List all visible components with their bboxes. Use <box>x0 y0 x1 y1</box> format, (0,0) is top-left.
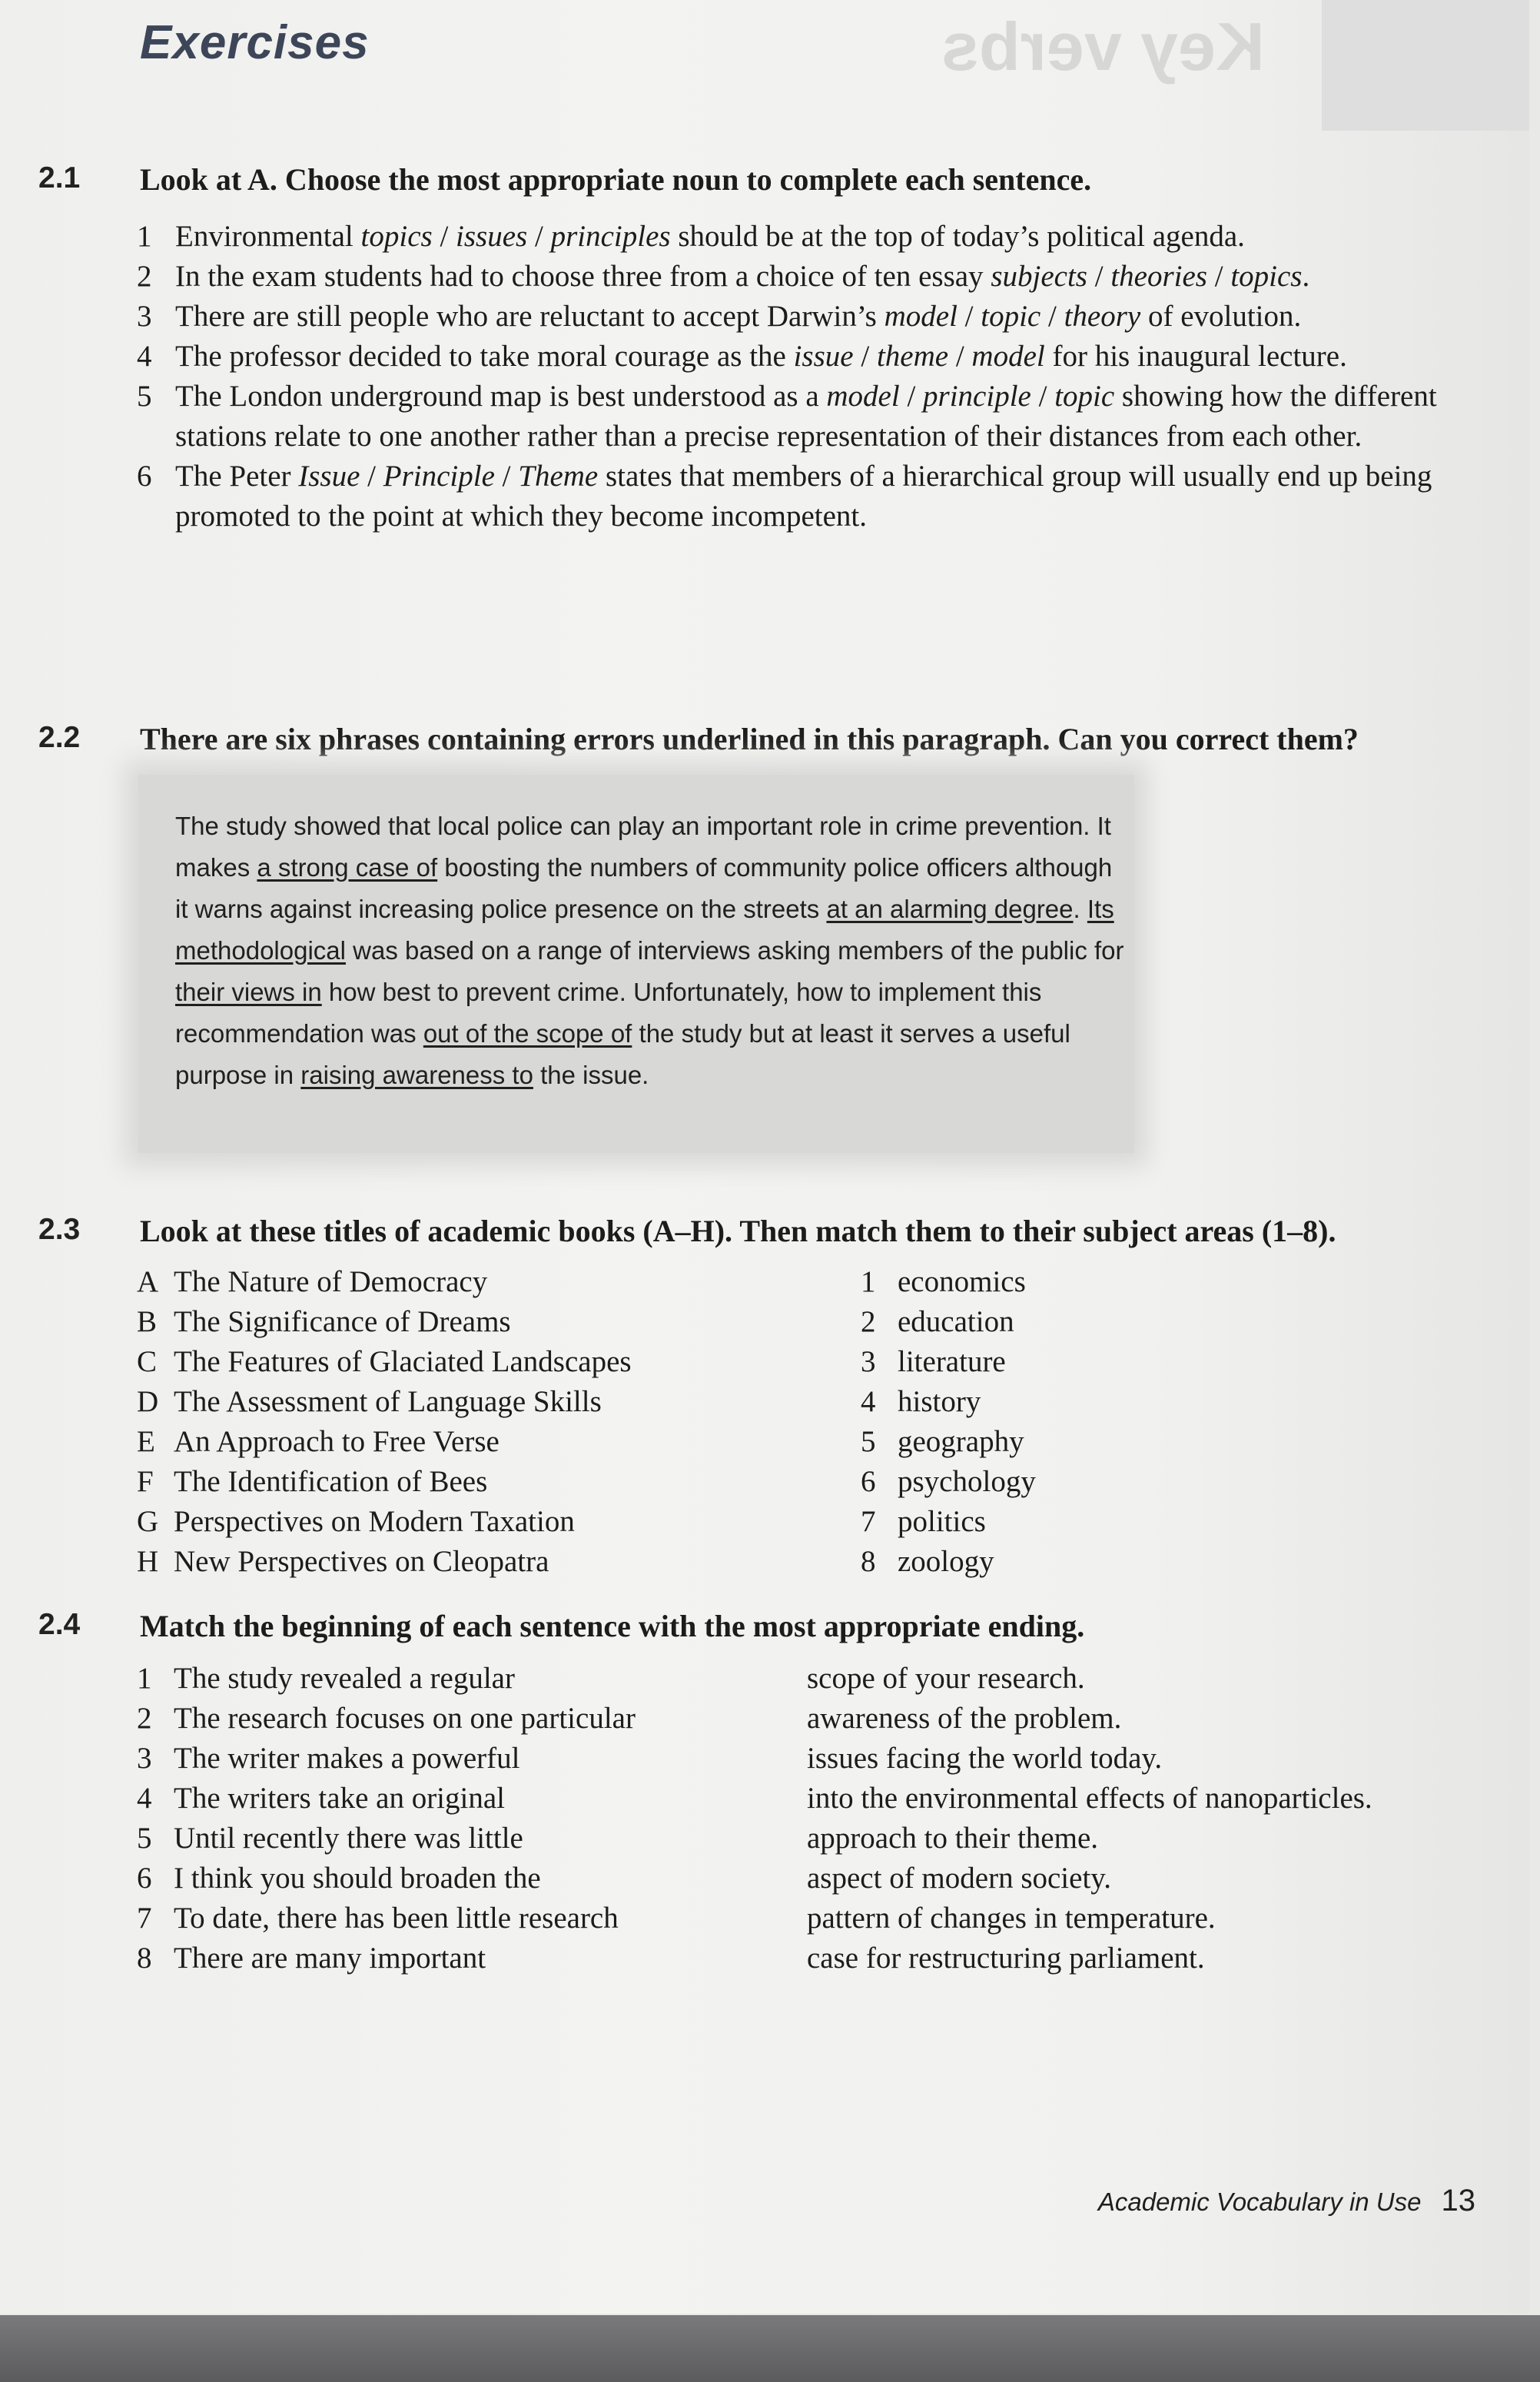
sentence-text: Environmental topics / issues / principles should be at the top of today’s political agenda. <box>175 220 1245 253</box>
book-title-item <box>137 1422 632 1462</box>
item-key: 6 <box>137 1862 152 1895</box>
sentence-item <box>137 377 1512 457</box>
ending-item: aspect of modern society. <box>807 1862 1111 1895</box>
word-option: theme <box>876 340 949 373</box>
word-option: issue <box>793 340 854 373</box>
word-option: model <box>826 380 900 413</box>
underlined-error-6: raising awareness to <box>300 1061 533 1089</box>
sentence-item <box>137 217 1512 257</box>
item-key: 4 <box>137 1782 152 1815</box>
beginning-item <box>137 1779 636 1819</box>
sentence-item <box>137 457 1512 537</box>
subject-item <box>861 1302 1036 1342</box>
word-option: issues <box>456 220 528 253</box>
book-title-item <box>137 1462 632 1502</box>
item-text: history <box>898 1385 981 1418</box>
item-key: 7 <box>137 1902 152 1935</box>
book-titles-list <box>137 1262 632 1582</box>
ending-item: into the environmental effects of nanoparticles. <box>807 1782 1372 1815</box>
item-text: education <box>898 1305 1014 1338</box>
ending-item: issues facing the world today. <box>807 1742 1163 1775</box>
item-text: The writer makes a powerful <box>174 1742 520 1775</box>
item-key: 3 <box>137 1742 152 1775</box>
book-title-item <box>137 1382 632 1422</box>
item-key: E <box>137 1425 155 1458</box>
item-number: 4 <box>137 340 152 373</box>
word-option: topic <box>981 300 1041 333</box>
sentence-text: The Peter Issue / Principle / Theme states that members of a hierarchical group will usually end up being promoted to the point at which they become incompetent. <box>175 460 1432 533</box>
error-paragraph: The study showed that local police can play an important role in crime prevention. It makes a strong case of boosting the numbers of community police officers although it warns against increasing police presence on the streets at an alarming degree. Its methodological was based on a range of interviews asking members of the public for their views in how best to prevent crime. Unfortunately, how to implement this recommendation was out of the scope of the study but at least it serves a useful purpose in raising awareness to the issue. <box>175 812 1124 1089</box>
book-title-item <box>137 1542 632 1582</box>
item-key: D <box>137 1385 159 1418</box>
item-text: There are many important <box>174 1942 486 1975</box>
item-key: H <box>137 1545 159 1578</box>
item-text: literature <box>898 1345 1006 1378</box>
word-option: Principle <box>383 460 495 493</box>
beginning-item <box>137 1659 636 1699</box>
subject-item <box>861 1462 1036 1502</box>
item-text: The Significance of Dreams <box>174 1305 511 1338</box>
item-text: The study revealed a regular <box>174 1662 515 1695</box>
item-number: 1 <box>137 220 152 253</box>
item-text: An Approach to Free Verse <box>174 1425 500 1458</box>
item-key: 3 <box>861 1345 876 1378</box>
bleed-through-heading: Key verbs <box>941 8 1265 85</box>
beginning-item <box>137 1819 636 1859</box>
word-option: topics <box>1230 260 1303 293</box>
ending-item: case for restructuring parliament. <box>807 1942 1205 1975</box>
word-option: principles <box>550 220 671 253</box>
exercise-2-2-instruction: There are six phrases containing errors underlined in this paragraph. Can you correct them? <box>140 722 1359 756</box>
book-title: Academic Vocabulary in Use <box>1097 2188 1422 2216</box>
book-title-item <box>137 1342 632 1382</box>
item-text: psychology <box>898 1465 1036 1498</box>
subject-item <box>861 1542 1036 1582</box>
item-key: 7 <box>861 1505 876 1538</box>
exercise-2-3-number: 2.3 <box>38 1213 81 1246</box>
item-number: 5 <box>137 380 152 413</box>
item-key: 1 <box>861 1265 876 1298</box>
item-text: I think you should broaden the <box>174 1862 541 1895</box>
item-number: 6 <box>137 460 152 493</box>
item-text: New Perspectives on Cleopatra <box>174 1545 549 1578</box>
word-option: topics <box>360 220 433 253</box>
sentence-text: The London underground map is best understood as a model / principle / topic showing how the different stations relate to one another rather than a precise representation of their distances from each other. <box>175 380 1437 453</box>
item-key: 8 <box>137 1942 152 1975</box>
beginning-item <box>137 1938 636 1978</box>
item-text: zoology <box>898 1545 994 1578</box>
page-title: Exercises <box>140 16 370 69</box>
underlined-error-1: a strong case of <box>257 853 438 882</box>
beginning-item <box>137 1739 636 1779</box>
item-key: 5 <box>861 1425 876 1458</box>
exercise-2-1-number: 2.1 <box>38 161 81 194</box>
ending-item: scope of your research. <box>807 1662 1085 1695</box>
subject-areas-list <box>861 1262 1036 1582</box>
item-text: To date, there has been little research <box>174 1902 619 1935</box>
bleed-through-tab <box>1322 0 1529 131</box>
sentence-beginnings-list <box>137 1659 636 1978</box>
ending-item: approach to their theme. <box>807 1822 1099 1855</box>
item-number: 3 <box>137 300 152 333</box>
item-key: C <box>137 1345 158 1378</box>
item-text: Until recently there was little <box>174 1822 523 1855</box>
word-option: subjects <box>991 260 1087 293</box>
underlined-error-3: Its methodological <box>175 895 1114 965</box>
item-key: A <box>137 1265 159 1298</box>
item-key: 2 <box>861 1305 876 1338</box>
item-key: 8 <box>861 1545 876 1578</box>
exercise-2-4-instruction: Match the beginning of each sentence with the most appropriate ending. <box>140 1609 1085 1643</box>
item-key: F <box>137 1465 154 1498</box>
word-option: theories <box>1110 260 1207 293</box>
sentence-item <box>137 297 1512 337</box>
book-title-item <box>137 1502 632 1542</box>
beginning-item <box>137 1899 636 1938</box>
item-key: B <box>137 1305 158 1338</box>
item-text: economics <box>898 1265 1026 1298</box>
scanner-edge <box>0 2315 1540 2382</box>
subject-item <box>861 1262 1036 1302</box>
item-text: The writers take an original <box>174 1782 505 1815</box>
ending-item: awareness of the problem. <box>807 1702 1122 1735</box>
exercise-2-4-number: 2.4 <box>38 1608 81 1641</box>
word-option: model <box>971 340 1045 373</box>
sentence-text: The professor decided to take moral courage as the issue / theme / model for his inaugural lecture. <box>175 340 1347 373</box>
subject-item <box>861 1502 1036 1542</box>
underlined-error-4: their views in <box>175 978 322 1006</box>
word-option: Issue <box>298 460 360 493</box>
word-option: Theme <box>518 460 599 493</box>
book-title-item <box>137 1302 632 1342</box>
ending-item: pattern of changes in temperature. <box>807 1902 1216 1935</box>
beginning-item <box>137 1699 636 1739</box>
item-key: 2 <box>137 1702 152 1735</box>
underlined-error-2: at an alarming degree <box>826 895 1074 923</box>
sentence-endings-list <box>807 1659 1372 1978</box>
exercise-2-1-instruction: Look at A. Choose the most appropriate noun to complete each sentence. <box>140 162 1092 197</box>
book-title-item <box>137 1262 632 1302</box>
subject-item <box>861 1382 1036 1422</box>
exercise-2-2-number: 2.2 <box>38 721 81 754</box>
sentence-text: There are still people who are reluctant to accept Darwin’s model / topic / theory of evolution. <box>175 300 1302 333</box>
item-text: geography <box>898 1425 1024 1458</box>
word-option: model <box>884 300 958 333</box>
exercise-2-1-sentences <box>137 217 1512 537</box>
subject-item <box>861 1422 1036 1462</box>
item-number: 2 <box>137 260 152 293</box>
item-key: 1 <box>137 1662 152 1695</box>
item-text: The Nature of Democracy <box>174 1265 488 1298</box>
underlined-error-5: out of the scope of <box>423 1019 632 1048</box>
item-text: The research focuses on one particular <box>174 1702 636 1735</box>
item-text: The Features of Glaciated Landscapes <box>174 1345 632 1378</box>
word-option: topic <box>1054 380 1115 413</box>
item-text: Perspectives on Modern Taxation <box>174 1505 575 1538</box>
item-text: politics <box>898 1505 986 1538</box>
sentence-item <box>137 337 1512 377</box>
item-key: 6 <box>861 1465 876 1498</box>
item-key: G <box>137 1505 159 1538</box>
sentence-text: In the exam students had to choose three from a choice of ten essay subjects / theories / topics. <box>175 260 1310 293</box>
page-footer <box>1098 2184 1475 2218</box>
word-option: principle <box>923 380 1031 413</box>
exercise-2-3-instruction: Look at these titles of academic books (A–H). Then match them to their subject areas (1–8). <box>140 1214 1336 1248</box>
subject-item <box>861 1342 1036 1382</box>
item-key: 4 <box>861 1385 876 1418</box>
item-text: The Identification of Bees <box>174 1465 488 1498</box>
item-text: The Assessment of Language Skills <box>174 1385 602 1418</box>
sentence-item <box>137 257 1512 297</box>
word-option: theory <box>1064 300 1141 333</box>
beginning-item <box>137 1859 636 1899</box>
item-key: 5 <box>137 1822 152 1855</box>
page-number: 13 <box>1441 2184 1475 2218</box>
